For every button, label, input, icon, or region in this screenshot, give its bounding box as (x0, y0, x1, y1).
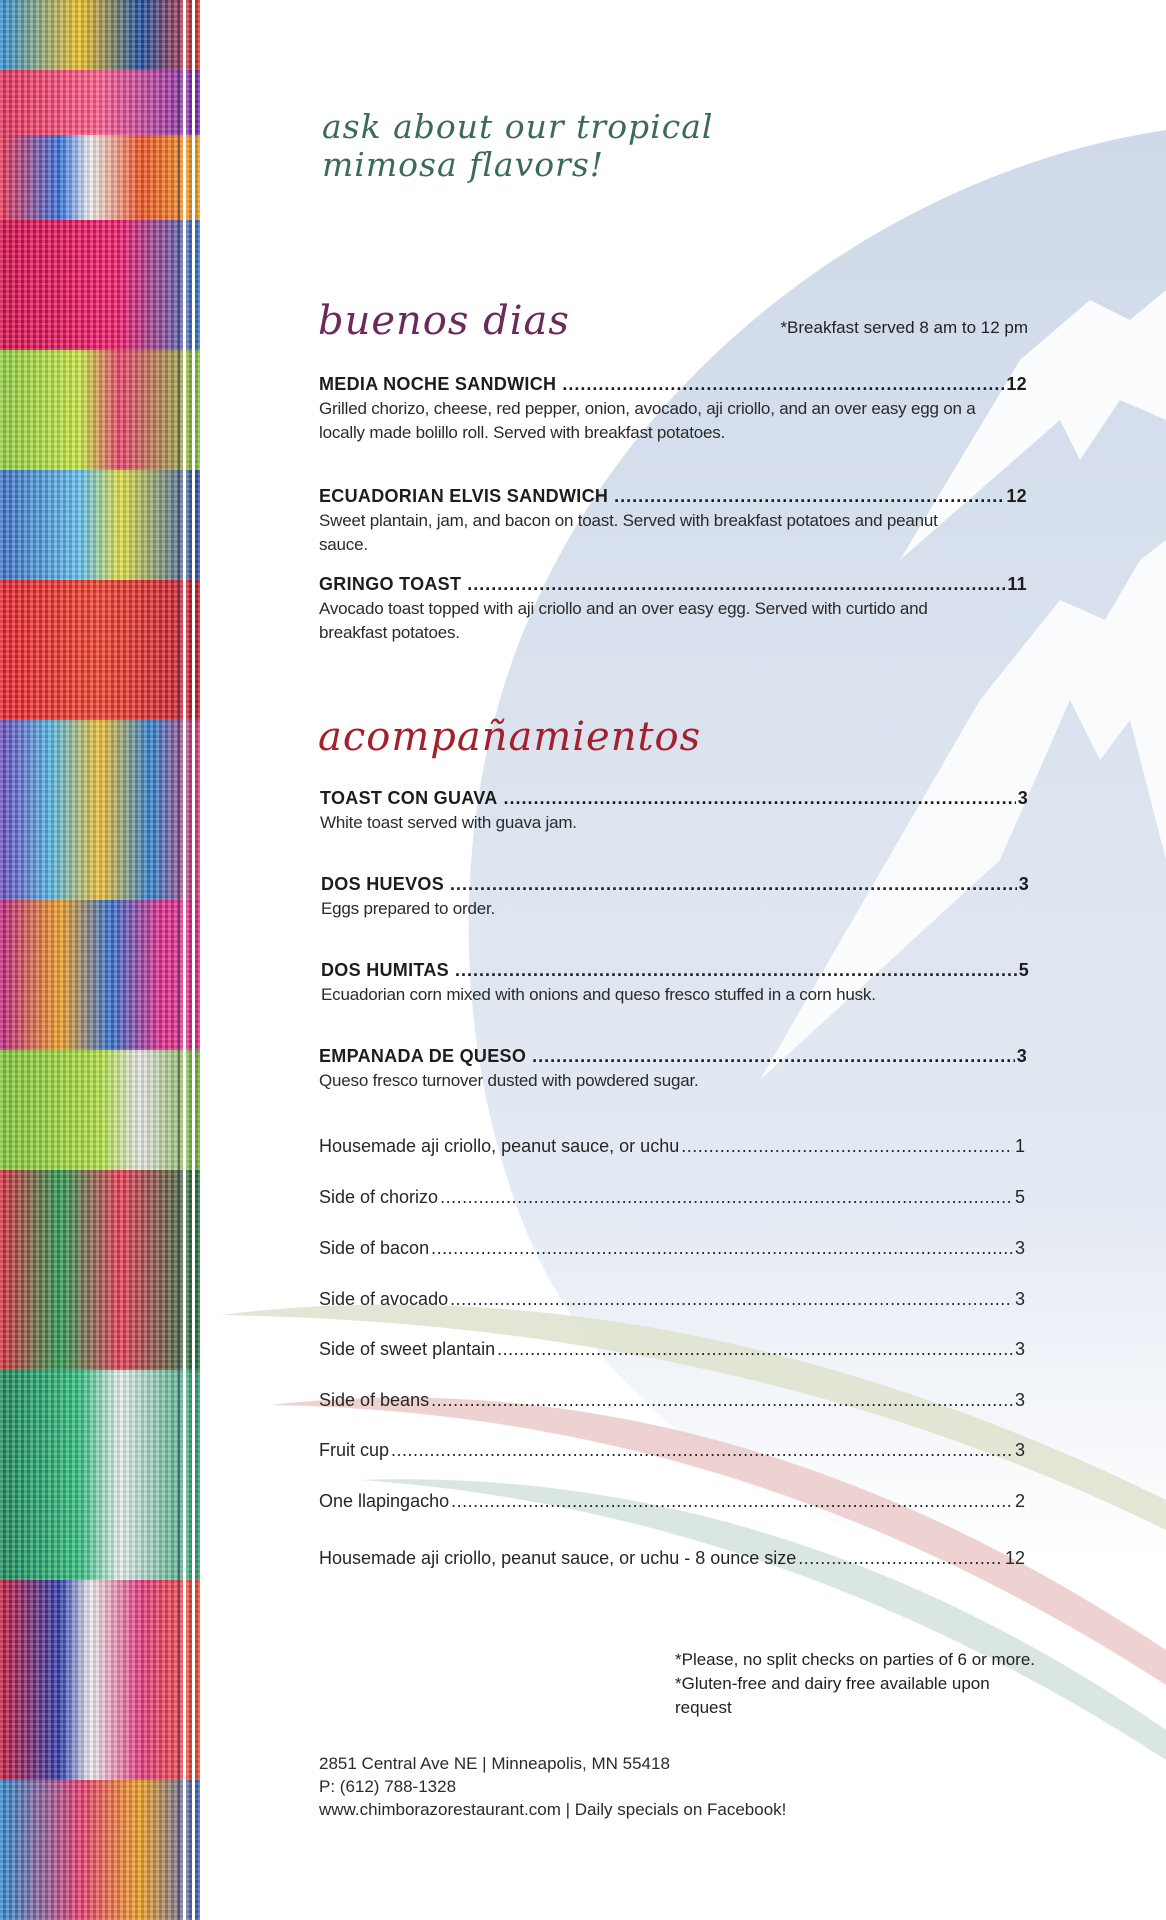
side-item-name: One llapingacho (319, 1491, 450, 1511)
side-item-price: 3 (1014, 1289, 1025, 1309)
menu-item (319, 486, 1027, 557)
menu-item-description: Sweet plantain, jam, and bacon on toast. Served with breakfast potatoes and peanut sauce. (319, 511, 938, 554)
side-item-price: 3 (1014, 1390, 1025, 1410)
dot-leader (451, 1491, 1013, 1512)
breakfast-hours-note: *Breakfast served 8 am to 12 pm (780, 318, 1028, 337)
side-item-price: 12 (1004, 1548, 1025, 1568)
side-item-price: 3 (1014, 1440, 1025, 1460)
menu-item-name: EMPANADA DE QUESO (319, 1046, 527, 1066)
side-item (319, 1136, 1025, 1157)
side-item-name: Side of avocado (319, 1289, 449, 1309)
textile-image-strip (0, 0, 200, 1920)
dot-leader (562, 374, 1004, 395)
menu-item-price: 11 (1007, 574, 1027, 594)
side-item-price: 3 (1014, 1238, 1025, 1258)
dot-leader (504, 788, 1016, 809)
address: 2851 Central Ave NE | Minneapolis, MN 55418 (319, 1754, 670, 1773)
side-item-name: Housemade aji criollo, peanut sauce, or uchu (319, 1136, 680, 1156)
menu-item-description: Eggs prepared to order. (321, 899, 496, 918)
dot-leader (532, 1046, 1015, 1067)
side-item-name: Housemade aji criollo, peanut sauce, or uchu - 8 ounce size (319, 1548, 797, 1568)
dot-leader (497, 1339, 1013, 1360)
menu-item-description: Ecuadorian corn mixed with onions and queso fresco stuffed in a corn husk. (321, 985, 876, 1004)
policy-notes (675, 1648, 1035, 1720)
side-item-price: 1 (1014, 1136, 1025, 1156)
menu-item (321, 960, 1029, 1007)
side-item (319, 1491, 1025, 1512)
dot-leader (450, 874, 1017, 895)
menu-item-name: DOS HUMITAS (321, 960, 449, 980)
dot-leader (798, 1548, 1003, 1569)
side-item-name: Fruit cup (319, 1440, 390, 1460)
mimosa-tagline (322, 108, 782, 184)
menu-item-price: 5 (1018, 960, 1029, 980)
dot-leader (440, 1187, 1013, 1208)
breakfast-section-title: buenos dias (318, 298, 570, 344)
side-item (319, 1238, 1025, 1259)
dot-leader (450, 1289, 1013, 1310)
dot-leader (681, 1136, 1013, 1157)
dot-leader (431, 1238, 1013, 1259)
menu-item (319, 574, 1027, 645)
dot-leader (455, 960, 1017, 981)
dot-leader (467, 574, 1005, 595)
menu-item-name: TOAST CON GUAVA (320, 788, 498, 808)
menu-item-name: GRINGO TOAST (319, 574, 462, 594)
menu-item-name: MEDIA NOCHE SANDWICH (319, 374, 557, 394)
side-item-name: Side of bacon (319, 1238, 430, 1258)
menu-item-name: DOS HUEVOS (321, 874, 445, 894)
menu-item-price: 12 (1006, 486, 1027, 506)
phone: P: (612) 788-1328 (319, 1777, 457, 1796)
side-item-price: 2 (1014, 1491, 1025, 1511)
side-item (319, 1548, 1025, 1569)
menu-item (321, 874, 1029, 921)
side-item (319, 1339, 1025, 1360)
website-link[interactable]: www.chimborazorestaurant.com | Daily specials on Facebook! (319, 1800, 787, 1819)
side-item-price: 5 (1014, 1187, 1025, 1207)
sides-section-title: acompañamientos (318, 714, 702, 760)
tagline-line-1: ask about our tropical (322, 107, 714, 146)
side-item-name: Side of beans (319, 1390, 430, 1410)
side-item-name: Side of chorizo (319, 1187, 439, 1207)
menu-item (319, 374, 1027, 445)
side-item (319, 1289, 1025, 1310)
menu-item-description: Queso fresco turnover dusted with powdered sugar. (319, 1071, 699, 1090)
menu-item-description: White toast served with guava jam. (320, 813, 577, 832)
split-check-note: *Please, no split checks on parties of 6 or more. (675, 1650, 1036, 1669)
side-item-name: Side of sweet plantain (319, 1339, 496, 1359)
menu-item (320, 788, 1028, 835)
menu-item (319, 1046, 1027, 1093)
dot-leader (391, 1440, 1013, 1461)
menu-item-name: ECUADORIAN ELVIS SANDWICH (319, 486, 609, 506)
dot-leader (614, 486, 1004, 507)
restaurant-contact-footer (319, 1752, 786, 1821)
side-item (319, 1390, 1025, 1411)
side-item (319, 1440, 1025, 1461)
menu-item-price: 3 (1018, 874, 1029, 894)
menu-item-description: Avocado toast topped with aji criollo and an over easy egg. Served with curtido and breakfast potatoes. (319, 599, 928, 642)
tagline-line-2: mimosa flavors! (322, 145, 605, 184)
gluten-free-note: *Gluten-free and dairy free available upon request (675, 1674, 990, 1717)
menu-item-price: 12 (1006, 374, 1027, 394)
side-item-price: 3 (1014, 1339, 1025, 1359)
dot-leader (431, 1390, 1013, 1411)
menu-item-price: 3 (1016, 1046, 1027, 1066)
menu-item-price: 3 (1017, 788, 1028, 808)
side-item (319, 1187, 1025, 1208)
menu-item-description: Grilled chorizo, cheese, red pepper, onion, avocado, aji criollo, and an over easy egg on a locally made bolillo roll. Served with breakfast potatoes. (319, 399, 976, 442)
